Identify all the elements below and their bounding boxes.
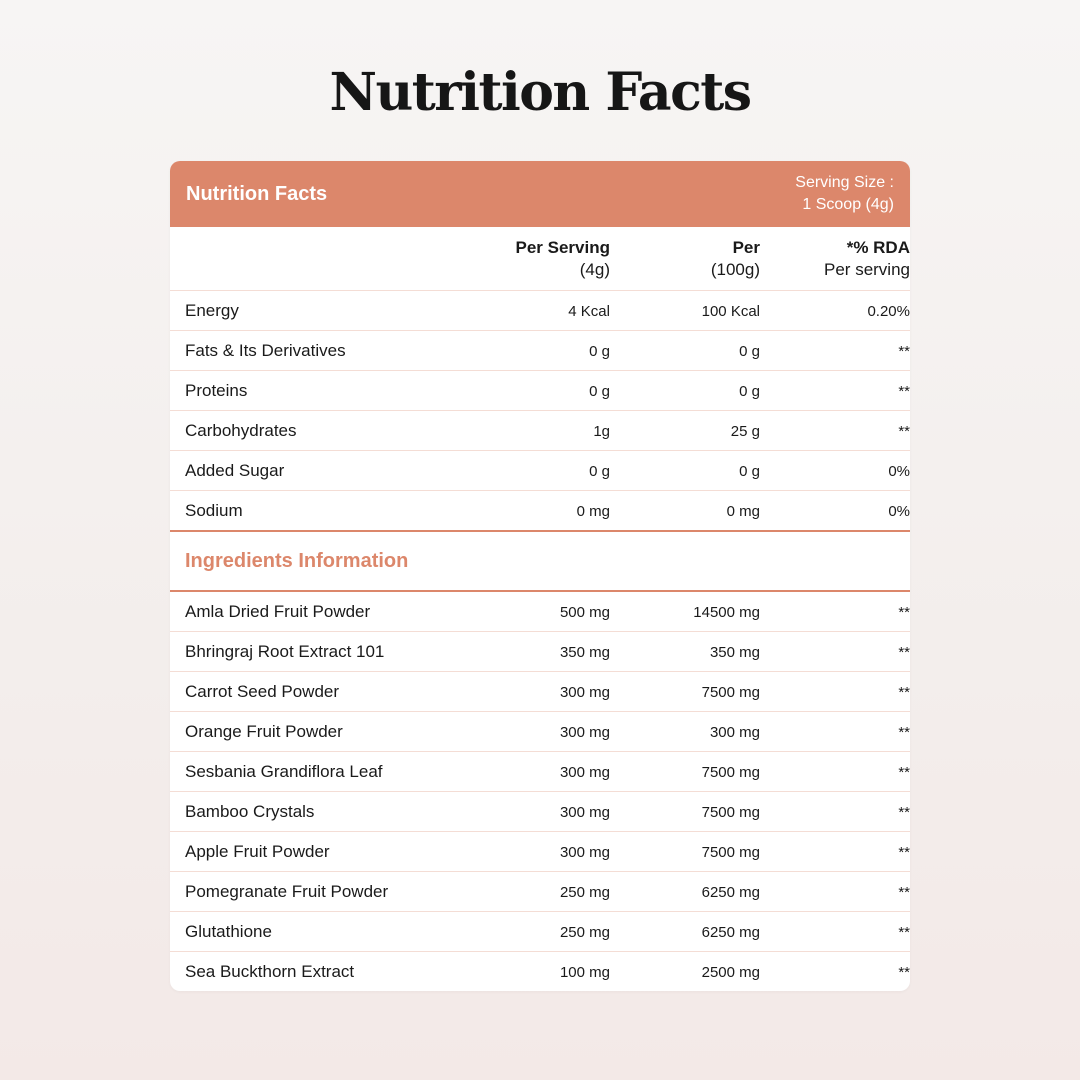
serving-size-value: 1 Scoop (4g): [802, 196, 894, 213]
column-header-per-serving-label: Per Serving: [515, 237, 610, 257]
nutrient-row: [170, 291, 910, 331]
column-header-per-serving: [445, 237, 610, 281]
serving-size-label: Serving Size :: [795, 174, 894, 191]
nutrient-row: [170, 491, 910, 530]
nutrient-row-rda: 0%: [888, 463, 910, 480]
ingredient-row-per-serving: 350 mg: [559, 644, 610, 661]
nutrient-row-per-serving: 4 Kcal: [568, 303, 610, 320]
ingredient-row-per-serving: 300 mg: [559, 804, 610, 821]
ingredient-row-per-100g: 6250 mg: [701, 884, 760, 901]
ingredient-row-per-serving: 300 mg: [559, 724, 610, 741]
ingredient-row-name: Sea Buckthorn Extract: [185, 961, 355, 981]
ingredient-row-per-100g: 7500 mg: [701, 684, 760, 701]
ingredient-row: [170, 672, 910, 712]
nutrient-row-per-100g: 0 g: [739, 343, 760, 360]
ingredient-row-per-serving: 500 mg: [559, 604, 610, 621]
ingredient-row-rda: **: [898, 844, 910, 861]
ingredient-row-rda: **: [898, 724, 910, 741]
ingredient-row-name: Amla Dried Fruit Powder: [185, 601, 371, 621]
ingredient-row-per-serving: 300 mg: [559, 684, 610, 701]
ingredient-row-per-100g: 7500 mg: [701, 804, 760, 821]
card-header: [170, 161, 910, 227]
ingredient-row-name: Pomegranate Fruit Powder: [185, 881, 389, 901]
nutrient-row-name: Proteins: [185, 380, 248, 400]
ingredient-row-name: Bhringraj Root Extract 101: [185, 641, 385, 661]
nutrient-row-per-serving: 0 g: [589, 343, 610, 360]
column-header-row: [170, 227, 910, 291]
ingredient-row-per-100g: 6250 mg: [701, 924, 760, 941]
ingredient-row-name: Bamboo Crystals: [185, 801, 315, 821]
ingredient-row-per-serving: 250 mg: [559, 884, 610, 901]
column-header-per-100g: [610, 237, 760, 281]
ingredient-row-rda: **: [898, 604, 910, 621]
nutrition-card: [170, 161, 910, 991]
ingredient-row-rda: **: [898, 684, 910, 701]
column-header-per-100g-unit: (100g): [710, 259, 760, 279]
nutrient-row-rda: 0%: [888, 503, 910, 520]
ingredient-row: [170, 832, 910, 872]
ingredient-row: [170, 792, 910, 832]
nutrient-row-rda: 0.20%: [867, 303, 910, 320]
ingredient-row-per-100g: 300 mg: [709, 724, 760, 741]
ingredient-row: [170, 752, 910, 792]
nutrient-row: [170, 331, 910, 371]
ingredient-row: [170, 592, 910, 632]
nutrient-row-rda: **: [898, 343, 910, 360]
ingredient-row-rda: **: [898, 884, 910, 901]
ingredient-row-name: Apple Fruit Powder: [185, 841, 330, 861]
ingredient-row: [170, 872, 910, 912]
ingredient-table: [170, 592, 910, 991]
ingredient-row: [170, 632, 910, 672]
ingredient-row-per-100g: 2500 mg: [701, 964, 760, 981]
ingredient-row-rda: **: [898, 804, 910, 821]
nutrient-row-name: Fats & Its Derivatives: [185, 340, 346, 360]
ingredient-row-name: Carrot Seed Powder: [185, 681, 340, 701]
nutrient-row-rda: **: [898, 383, 910, 400]
nutrient-row-per-100g: 100 Kcal: [701, 303, 760, 320]
ingredient-row-rda: **: [898, 964, 910, 981]
card-header-title: Nutrition Facts: [186, 182, 328, 205]
ingredient-row-per-100g: 350 mg: [709, 644, 760, 661]
nutrient-row-per-100g: 0 g: [739, 383, 760, 400]
column-header-rda-unit: Per serving: [824, 259, 910, 279]
column-header-rda-label: *% RDA: [846, 237, 910, 257]
ingredient-row-name: Sesbania Grandiflora Leaf: [185, 761, 383, 781]
nutrient-row-rda: **: [898, 423, 910, 440]
nutrient-row-name: Added Sugar: [185, 460, 285, 480]
nutrient-table: [170, 291, 910, 530]
ingredient-row: [170, 952, 910, 991]
ingredient-row-per-serving: 250 mg: [559, 924, 610, 941]
ingredient-row-per-serving: 100 mg: [559, 964, 610, 981]
ingredient-row-per-100g: 7500 mg: [701, 764, 760, 781]
nutrient-row-per-serving: 0 g: [589, 383, 610, 400]
column-header-per-100g-label: Per: [732, 237, 760, 257]
ingredient-row: [170, 912, 910, 952]
nutrient-row: [170, 411, 910, 451]
ingredient-row-name: Orange Fruit Powder: [185, 721, 343, 741]
nutrient-row-per-serving: 0 mg: [576, 503, 610, 520]
column-header-rda: [760, 237, 910, 281]
nutrient-row-per-100g: 0 g: [739, 463, 760, 480]
ingredient-row-per-100g: 7500 mg: [701, 844, 760, 861]
serving-size: [795, 172, 894, 216]
ingredient-row-per-serving: 300 mg: [559, 764, 610, 781]
ingredient-row-name: Glutathione: [185, 921, 272, 941]
nutrient-row-per-serving: 0 g: [589, 463, 610, 480]
ingredient-row-rda: **: [898, 924, 910, 941]
ingredient-row: [170, 712, 910, 752]
nutrient-row-name: Energy: [185, 300, 239, 320]
ingredient-row-rda: **: [898, 644, 910, 661]
page-title: Nutrition Facts: [329, 62, 751, 123]
nutrient-row: [170, 451, 910, 491]
nutrient-row-per-100g: 25 g: [730, 423, 760, 440]
nutrient-row: [170, 371, 910, 411]
nutrient-row-per-100g: 0 mg: [726, 503, 760, 520]
nutrient-row-name: Carbohydrates: [185, 420, 297, 440]
ingredient-row-per-100g: 14500 mg: [693, 604, 760, 621]
ingredient-row-rda: **: [898, 764, 910, 781]
ingredient-row-per-serving: 300 mg: [559, 844, 610, 861]
nutrient-row-name: Sodium: [185, 500, 243, 520]
ingredients-title: Ingredients Information: [170, 530, 910, 592]
column-header-per-serving-unit: (4g): [579, 259, 610, 279]
nutrient-row-per-serving: 1g: [593, 423, 610, 440]
